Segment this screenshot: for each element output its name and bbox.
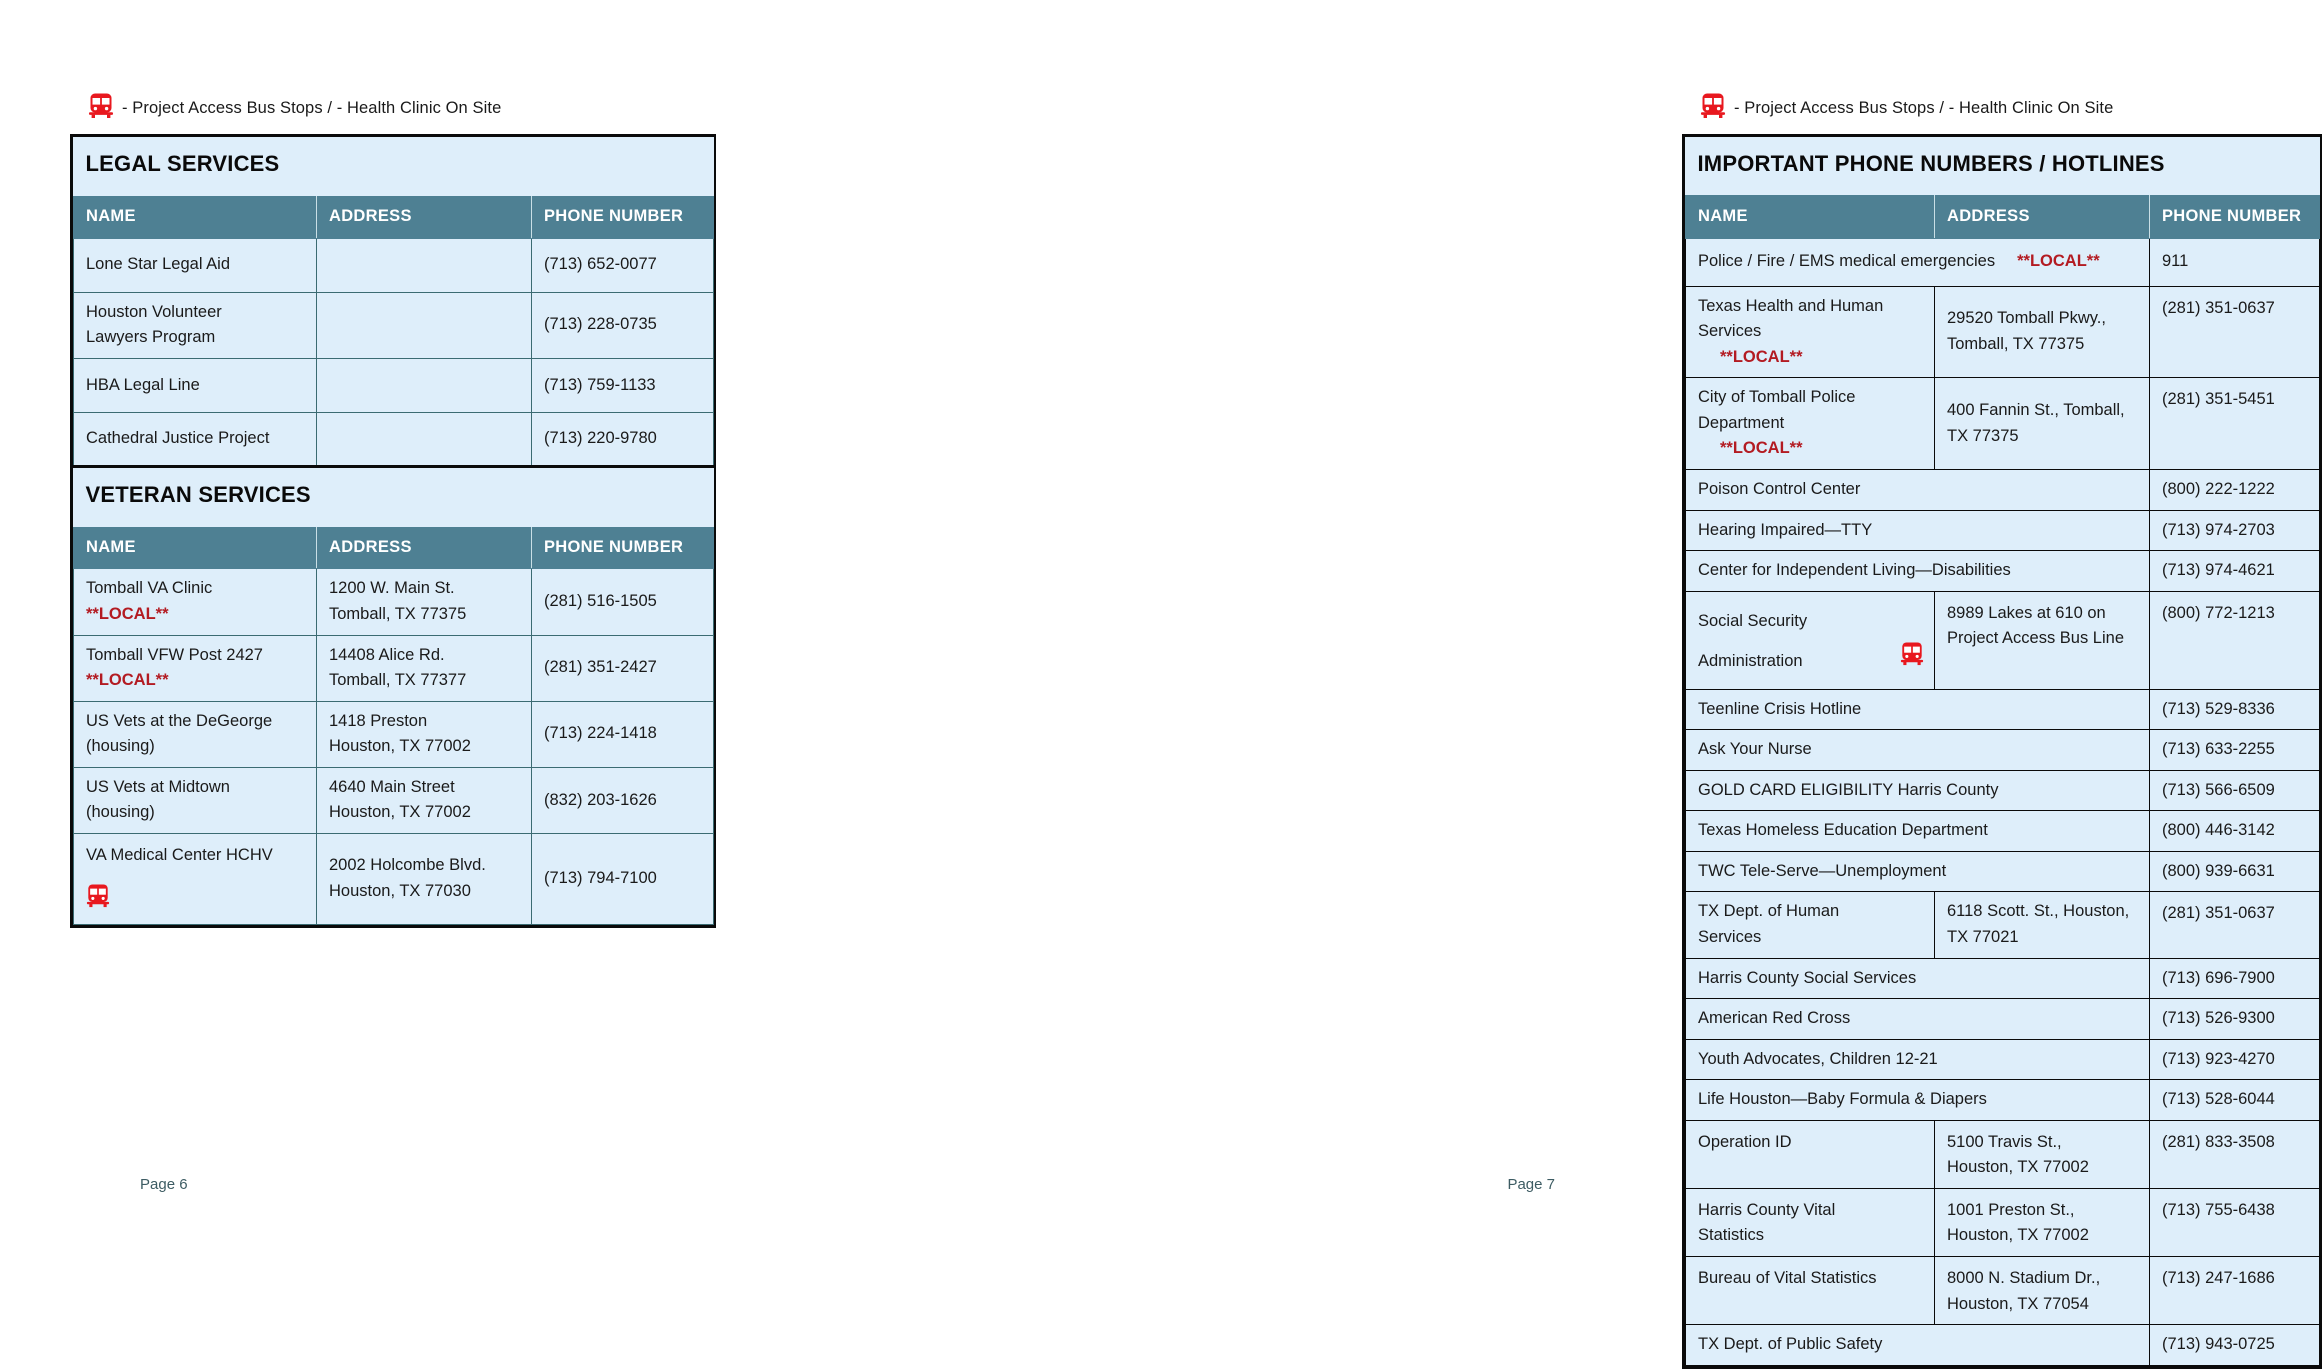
cell-name-line2: Department <box>1698 413 1785 432</box>
table-row <box>1686 811 2320 852</box>
table-row <box>1686 1325 2320 1366</box>
cell-phone: (713) 220-9780 <box>532 412 714 466</box>
cell-name <box>1686 238 2150 286</box>
table-row <box>1686 510 2320 551</box>
table-row <box>74 767 714 833</box>
cell-address-line1: 8989 Lakes at 610 on <box>1947 603 2106 622</box>
table-row <box>1686 1080 2320 1121</box>
cell-phone: (281) 516-1505 <box>532 569 714 635</box>
cell-name <box>1686 892 1935 958</box>
cell-name-line1: Texas Health and Human <box>1698 296 1884 315</box>
cell-address-line1: 1418 Preston <box>329 711 428 730</box>
cell-address-line1: 8000 N. Stadium Dr., <box>1947 1269 2101 1287</box>
cell-name <box>1686 591 1935 689</box>
table-row <box>1686 730 2320 771</box>
cell-phone: (713) 633-2255 <box>2150 730 2320 771</box>
cell-name: Cathedral Justice Project <box>74 412 317 466</box>
cell-address <box>317 412 532 466</box>
cell-name <box>74 833 317 924</box>
cell-name <box>74 635 317 701</box>
cell-address-line2: Houston, TX 77054 <box>1947 1294 2089 1313</box>
table-row <box>1686 1039 2320 1080</box>
cell-name: Hearing Impaired—TTY <box>1686 510 2150 551</box>
cell-name-line1: US Vets at Midtown <box>86 777 230 796</box>
cell-phone: (713) 696-7900 <box>2150 958 2320 999</box>
page-number-right: Page 7 <box>1507 1176 1555 1193</box>
table-row <box>1686 378 2320 470</box>
cell-name: Operation ID <box>1686 1120 1935 1188</box>
cell-phone: (713) 943-0725 <box>2150 1325 2320 1366</box>
cell-phone: (281) 351-5451 <box>2150 378 2320 470</box>
table-row <box>74 701 714 767</box>
cell-address-line2: TX 77021 <box>1947 927 2019 946</box>
cell-address-line1: 14408 Alice Rd. <box>329 645 445 664</box>
cell-address-line2: Houston, TX 77002 <box>1947 1226 2089 1245</box>
cell-name-line2: Statistics <box>1698 1226 1765 1245</box>
cell-address <box>317 569 532 635</box>
cell-name <box>1686 286 1935 378</box>
col-header-address: ADDRESS <box>317 196 532 239</box>
local-badge: **LOCAL** <box>2017 252 2100 271</box>
legal-and-veteran-table <box>73 137 714 925</box>
cell-phone: 911 <box>2150 238 2320 286</box>
cell-name: Lone Star Legal Aid <box>74 238 317 292</box>
cell-name: GOLD CARD ELIGIBILITY Harris County <box>1686 770 2150 811</box>
col-header-phone: PHONE NUMBER <box>532 526 714 569</box>
table-row <box>74 635 714 701</box>
cell-phone: (800) 222-1222 <box>2150 470 2320 511</box>
table-row <box>1686 1120 2320 1188</box>
cell-name-line2: Services <box>1698 927 1762 946</box>
page-right <box>825 0 2302 1354</box>
column-header-row-veteran <box>74 526 714 569</box>
cell-address-line2: Houston, TX 77002 <box>1947 1158 2089 1177</box>
cell-address <box>317 292 532 358</box>
cell-name: Harris County Social Services <box>1686 958 2150 999</box>
cell-name: Bureau of Vital Statistics <box>1686 1257 1935 1325</box>
col-header-address: ADDRESS <box>317 526 532 569</box>
cell-phone: (713) 228-0735 <box>532 292 714 358</box>
cell-address <box>1935 1188 2150 1256</box>
table-row <box>1686 999 2320 1040</box>
cell-address-line1: 29520 Tomball Pkwy., <box>1947 309 2106 328</box>
table-row <box>74 238 714 292</box>
cell-phone: (800) 939-6631 <box>2150 851 2320 892</box>
cell-name: Life Houston—Baby Formula & Diapers <box>1686 1080 2150 1121</box>
section-header-hotlines <box>1686 137 2320 196</box>
table-row <box>74 292 714 358</box>
cell-address-line2: Houston, TX 77030 <box>329 882 471 900</box>
cell-address-line1: 1200 W. Main St. <box>329 579 455 598</box>
cell-name-line2: (housing) <box>86 737 155 756</box>
cell-address-line1: 1001 Preston St., <box>1947 1200 2075 1219</box>
cell-address-line2: Tomball, TX 77375 <box>1947 335 2085 353</box>
cell-phone: (713) 974-4621 <box>2150 551 2320 592</box>
col-header-phone: PHONE NUMBER <box>2150 196 2320 239</box>
cell-name-line1: City of Tomball Police <box>1698 388 1856 407</box>
table-row <box>1686 770 2320 811</box>
cell-phone: (713) 759-1133 <box>532 358 714 412</box>
local-badge: **LOCAL** <box>86 605 169 623</box>
cell-name <box>1686 1188 1935 1256</box>
table-row <box>1686 1257 2320 1325</box>
cell-address <box>317 767 532 833</box>
cell-address-line1: 4640 Main Street <box>329 777 455 796</box>
table-row <box>1686 1188 2320 1256</box>
table-row <box>1686 470 2320 511</box>
col-header-name: NAME <box>74 526 317 569</box>
local-badge: **LOCAL** <box>1720 439 1803 458</box>
cell-phone: (281) 351-0637 <box>2150 286 2320 378</box>
cell-address-line2: Project Access Bus Line <box>1947 629 2125 648</box>
cell-name: American Red Cross <box>1686 999 2150 1040</box>
cell-name: Ask Your Nurse <box>1686 730 2150 771</box>
cell-phone: (281) 351-2427 <box>532 635 714 701</box>
cell-name: Texas Homeless Education Department <box>1686 811 2150 852</box>
cell-phone: (281) 833-3508 <box>2150 1120 2320 1188</box>
cell-address <box>317 358 532 412</box>
legend-line <box>1700 92 2113 124</box>
cell-phone: (800) 446-3142 <box>2150 811 2320 852</box>
local-badge: **LOCAL** <box>86 671 169 690</box>
section-header-legal-services <box>74 137 714 196</box>
cell-address <box>317 238 532 292</box>
cell-name-line2: (housing) <box>86 803 155 822</box>
cell-address <box>317 701 532 767</box>
cell-name: Center for Independent Living—Disabilities <box>1686 551 2150 592</box>
legend-text: - Project Access Bus Stops / - Health Clinic On Site <box>1734 98 2114 117</box>
cell-name-line2: Administration <box>1698 652 1803 671</box>
cell-address <box>317 635 532 701</box>
cell-phone: (713) 794-7100 <box>532 833 714 924</box>
cell-address-line2: Tomball, TX 77375 <box>329 605 467 623</box>
bus-icon <box>1900 641 1924 676</box>
cell-name-line1: Houston Volunteer <box>86 302 222 321</box>
table-row <box>74 833 714 924</box>
column-header-row-hotlines <box>1686 196 2320 239</box>
cell-phone: (713) 224-1418 <box>532 701 714 767</box>
col-header-name: NAME <box>74 196 317 239</box>
cell-address <box>1935 1120 2150 1188</box>
cell-name <box>74 292 317 358</box>
cell-name: Teenline Crisis Hotline <box>1686 689 2150 730</box>
cell-address-line2: Houston, TX 77002 <box>329 803 471 822</box>
page-number-left: Page 6 <box>140 1176 188 1193</box>
bus-icon <box>86 883 306 918</box>
cell-phone: (713) 652-0077 <box>532 238 714 292</box>
cell-name-line1: Tomball VFW Post 2427 <box>86 645 263 664</box>
cell-name-line1: TX Dept. of Human <box>1698 902 1840 921</box>
cell-address-line1: 2002 Holcombe Blvd. <box>329 856 486 875</box>
cell-name-line2: Lawyers Program <box>86 328 216 347</box>
table-row <box>74 412 714 466</box>
cell-name <box>74 701 317 767</box>
cell-address <box>1935 591 2150 689</box>
cell-name <box>1686 378 1935 470</box>
cell-phone: (832) 203-1626 <box>532 767 714 833</box>
cell-name-line2: Services <box>1698 322 1762 341</box>
cell-address <box>1935 286 2150 378</box>
cell-phone: (713) 528-6044 <box>2150 1080 2320 1121</box>
cell-address <box>1935 1257 2150 1325</box>
cell-name <box>74 569 317 635</box>
cell-address-line1: 400 Fannin St., Tomball, <box>1947 401 2125 420</box>
table-row <box>74 569 714 635</box>
cell-phone: (713) 566-6509 <box>2150 770 2320 811</box>
cell-name: TX Dept. of Public Safety <box>1686 1325 2150 1366</box>
cell-address-line1: 6118 Scott. St., Houston, <box>1947 902 2130 921</box>
cell-name: Poison Control Center <box>1686 470 2150 511</box>
table-row <box>1686 591 2320 689</box>
cell-name: Youth Advocates, Children 12-21 <box>1686 1039 2150 1080</box>
local-badge: **LOCAL** <box>1720 347 1803 366</box>
section-title-text: LEGAL SERVICES <box>74 137 714 196</box>
cell-phone: (713) 755-6438 <box>2150 1188 2320 1256</box>
cell-phone: (800) 772-1213 <box>2150 591 2320 689</box>
section-header-veteran-services <box>74 466 714 526</box>
cell-address-line2: Tomball, TX 77377 <box>329 671 467 690</box>
left-tables-container <box>70 134 716 928</box>
cell-phone: (713) 526-9300 <box>2150 999 2320 1040</box>
col-header-address: ADDRESS <box>1935 196 2150 239</box>
cell-phone: (713) 974-2703 <box>2150 510 2320 551</box>
cell-phone: (281) 351-0637 <box>2150 892 2320 958</box>
cell-name-line1: Harris County Vital <box>1698 1200 1836 1219</box>
col-header-name: NAME <box>1686 196 1935 239</box>
table-row <box>1686 851 2320 892</box>
cell-name-line1: US Vets at the DeGeorge <box>86 711 273 730</box>
table-row <box>1686 551 2320 592</box>
section-title-text: VETERAN SERVICES <box>74 466 714 526</box>
cell-phone: (713) 247-1686 <box>2150 1257 2320 1325</box>
table-row <box>74 358 714 412</box>
cell-name <box>74 767 317 833</box>
bus-icon <box>88 92 114 125</box>
cell-address <box>317 833 532 924</box>
hotlines-table-container <box>1682 134 2322 1369</box>
cell-address <box>1935 892 2150 958</box>
table-row <box>1686 286 2320 378</box>
cell-name-line1: Social Security <box>1698 611 1808 630</box>
cell-address-line2: Houston, TX 77002 <box>329 737 471 756</box>
section-title-text: IMPORTANT PHONE NUMBERS / HOTLINES <box>1686 137 2320 196</box>
legend-text: - Project Access Bus Stops / - Health Clinic On Site <box>122 98 502 117</box>
table-row <box>1686 892 2320 958</box>
table-row <box>1686 238 2320 286</box>
col-header-phone: PHONE NUMBER <box>532 196 714 239</box>
bus-icon <box>1700 92 1726 125</box>
cell-address-line2: TX 77375 <box>1947 426 2019 445</box>
cell-name-line1: Tomball VA Clinic <box>86 579 213 598</box>
cell-address <box>1935 378 2150 470</box>
table-row <box>1686 689 2320 730</box>
table-row <box>1686 958 2320 999</box>
cell-name-text: Police / Fire / EMS medical emergencies <box>1698 252 1996 271</box>
cell-name: TWC Tele-Serve—Unemployment <box>1686 851 2150 892</box>
cell-phone: (713) 923-4270 <box>2150 1039 2320 1080</box>
cell-phone: (713) 529-8336 <box>2150 689 2320 730</box>
legend-line <box>88 92 501 124</box>
cell-name: HBA Legal Line <box>74 358 317 412</box>
column-header-row-legal <box>74 196 714 239</box>
important-phone-numbers-table <box>1685 137 2320 1366</box>
cell-name-line1: VA Medical Center HCHV <box>86 845 273 864</box>
cell-address-line1: 5100 Travis St., <box>1947 1132 2062 1151</box>
page-left <box>0 0 825 1275</box>
